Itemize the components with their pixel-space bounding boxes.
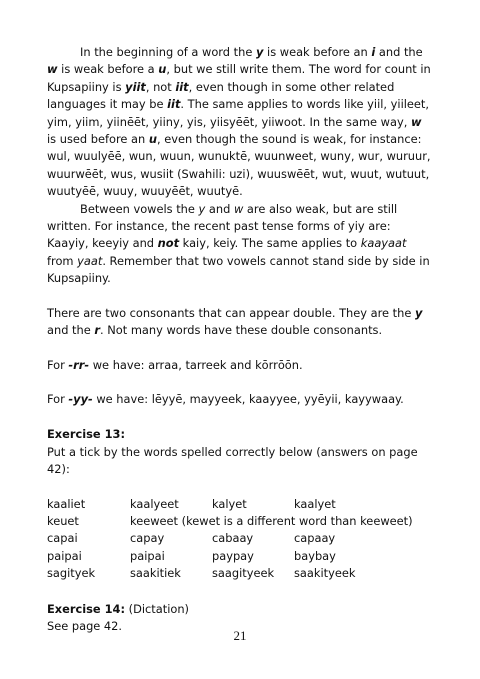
text-run: kaiy, keiy. The same applies to bbox=[179, 236, 361, 251]
table-row bbox=[47, 565, 413, 582]
text-run: we have: lēyyē, mayyeek, kaayyee, yyēyii, kayywaay. bbox=[92, 391, 404, 406]
text-run: are also weak, but are still written. For instance, the recent past tense forms of yiy are: Kaayiy, keeyiy and bbox=[47, 201, 398, 251]
emphasis: w bbox=[233, 201, 244, 216]
emphasis: i bbox=[371, 45, 376, 59]
emphasis: u bbox=[158, 62, 167, 77]
paragraph-rr-examples bbox=[47, 357, 431, 374]
word-cell: kaalyeet bbox=[130, 496, 179, 511]
word-cell: keuet bbox=[47, 513, 79, 528]
emphasis: iit bbox=[167, 97, 181, 112]
text-run: and the bbox=[375, 45, 423, 59]
word-cell: keeweet (kewet is a different word than keeweet) bbox=[130, 513, 413, 528]
word-cell: kalyet bbox=[212, 496, 247, 511]
text-run: For bbox=[47, 357, 69, 372]
word-cell: capai bbox=[47, 531, 78, 546]
word-cell: capaay bbox=[294, 531, 336, 546]
text-run: we have: arraa, tarreek and kōrrōōn. bbox=[89, 357, 303, 372]
word-cell: paipai bbox=[47, 548, 82, 563]
word-cell: paypay bbox=[212, 548, 254, 563]
table-row bbox=[47, 530, 413, 547]
emphasis: -yy- bbox=[68, 391, 93, 406]
text-run: , but we still write them. The word for count in Kupsapiiny is bbox=[47, 62, 431, 94]
emphasis: not bbox=[157, 236, 180, 251]
exercise-14-heading bbox=[47, 601, 431, 618]
text-run: , even though the sound is weak, for instance: wul, wuulyēē, wun, wuun, wunuktē, wuunweet, wuny, wur, wuruur, wuurwēēt, wus, wusiit (Swahili: uzi), wuuswēēt, wut, wuut, wutuut, wuutyēē, wuuy, wuuyēēt, wuutyē. bbox=[47, 132, 431, 199]
page-number: 21 bbox=[233, 628, 247, 643]
word-cell: paipai bbox=[130, 548, 165, 563]
word-cell: saagityeek bbox=[212, 566, 275, 581]
text-run: is weak before a bbox=[57, 62, 159, 77]
word-cell: saakityeek bbox=[294, 566, 356, 581]
paragraph-yy-examples bbox=[47, 391, 431, 408]
word-table bbox=[47, 496, 413, 583]
exercise-13-instruction: Put a tick by the words spelled correctly below (answers on page 42): bbox=[47, 444, 418, 477]
text-run: is weak before an bbox=[263, 45, 372, 59]
paragraph-weak-initial bbox=[47, 44, 431, 201]
exercise-13-title: Exercise 13: bbox=[47, 427, 126, 442]
exercise-14-subtitle: (Dictation) bbox=[125, 601, 189, 616]
emphasis: iit bbox=[175, 79, 189, 94]
word-cell: sagityek bbox=[47, 566, 96, 581]
text-run: and the bbox=[47, 323, 95, 338]
word-cell: kaalyet bbox=[294, 496, 336, 511]
text-run: is used before an bbox=[47, 132, 149, 147]
text-run: . The same applies to words like yiil, yiileet, yim, yiim, yiinēēt, yiiny, yis, yiisyēēt, yiiwoot. In the same way, bbox=[47, 97, 429, 129]
emphasis: y bbox=[198, 201, 206, 216]
text-run: . Remember that two vowels cannot stand side by side in Kupsapiiny. bbox=[47, 253, 430, 286]
word-cell: capay bbox=[130, 531, 165, 546]
emphasis: u bbox=[148, 132, 157, 147]
emphasis: yaat bbox=[77, 253, 103, 268]
table-row bbox=[47, 513, 413, 530]
word-cell: baybay bbox=[294, 548, 336, 563]
text-run: , even though in some other related languages it may be bbox=[47, 79, 395, 112]
table-row bbox=[47, 548, 413, 565]
exercise-14-title: Exercise 14: bbox=[47, 601, 126, 616]
word-cell: kaaliet bbox=[47, 496, 86, 511]
text-run: and bbox=[205, 201, 234, 216]
emphasis: -rr- bbox=[68, 357, 90, 372]
paragraph-between-vowels bbox=[47, 201, 431, 288]
emphasis: y bbox=[415, 305, 423, 320]
exercise-14-note: See page 42. bbox=[47, 618, 123, 633]
word-cell: cabaay bbox=[212, 531, 254, 546]
body-text bbox=[47, 44, 431, 635]
emphasis: r bbox=[94, 323, 100, 338]
text-run: , not bbox=[145, 79, 176, 94]
emphasis: kaayaat bbox=[360, 236, 407, 251]
text-run: Between vowels the bbox=[80, 201, 199, 216]
emphasis: y bbox=[255, 45, 264, 59]
text-run: . Not many words have these double consonants. bbox=[100, 323, 383, 338]
emphasis: w bbox=[47, 62, 58, 77]
paragraph-double-consonants bbox=[47, 305, 431, 340]
text-run: For bbox=[47, 391, 69, 406]
emphasis: w bbox=[410, 114, 422, 129]
word-cell: saakitiek bbox=[130, 566, 181, 581]
table-row bbox=[47, 496, 413, 513]
text-run: In the beginning of a word the bbox=[80, 45, 256, 59]
emphasis: yiit bbox=[125, 79, 146, 94]
text-run: from bbox=[47, 253, 78, 268]
text-run: There are two consonants that can appear double. They are the bbox=[47, 305, 415, 320]
